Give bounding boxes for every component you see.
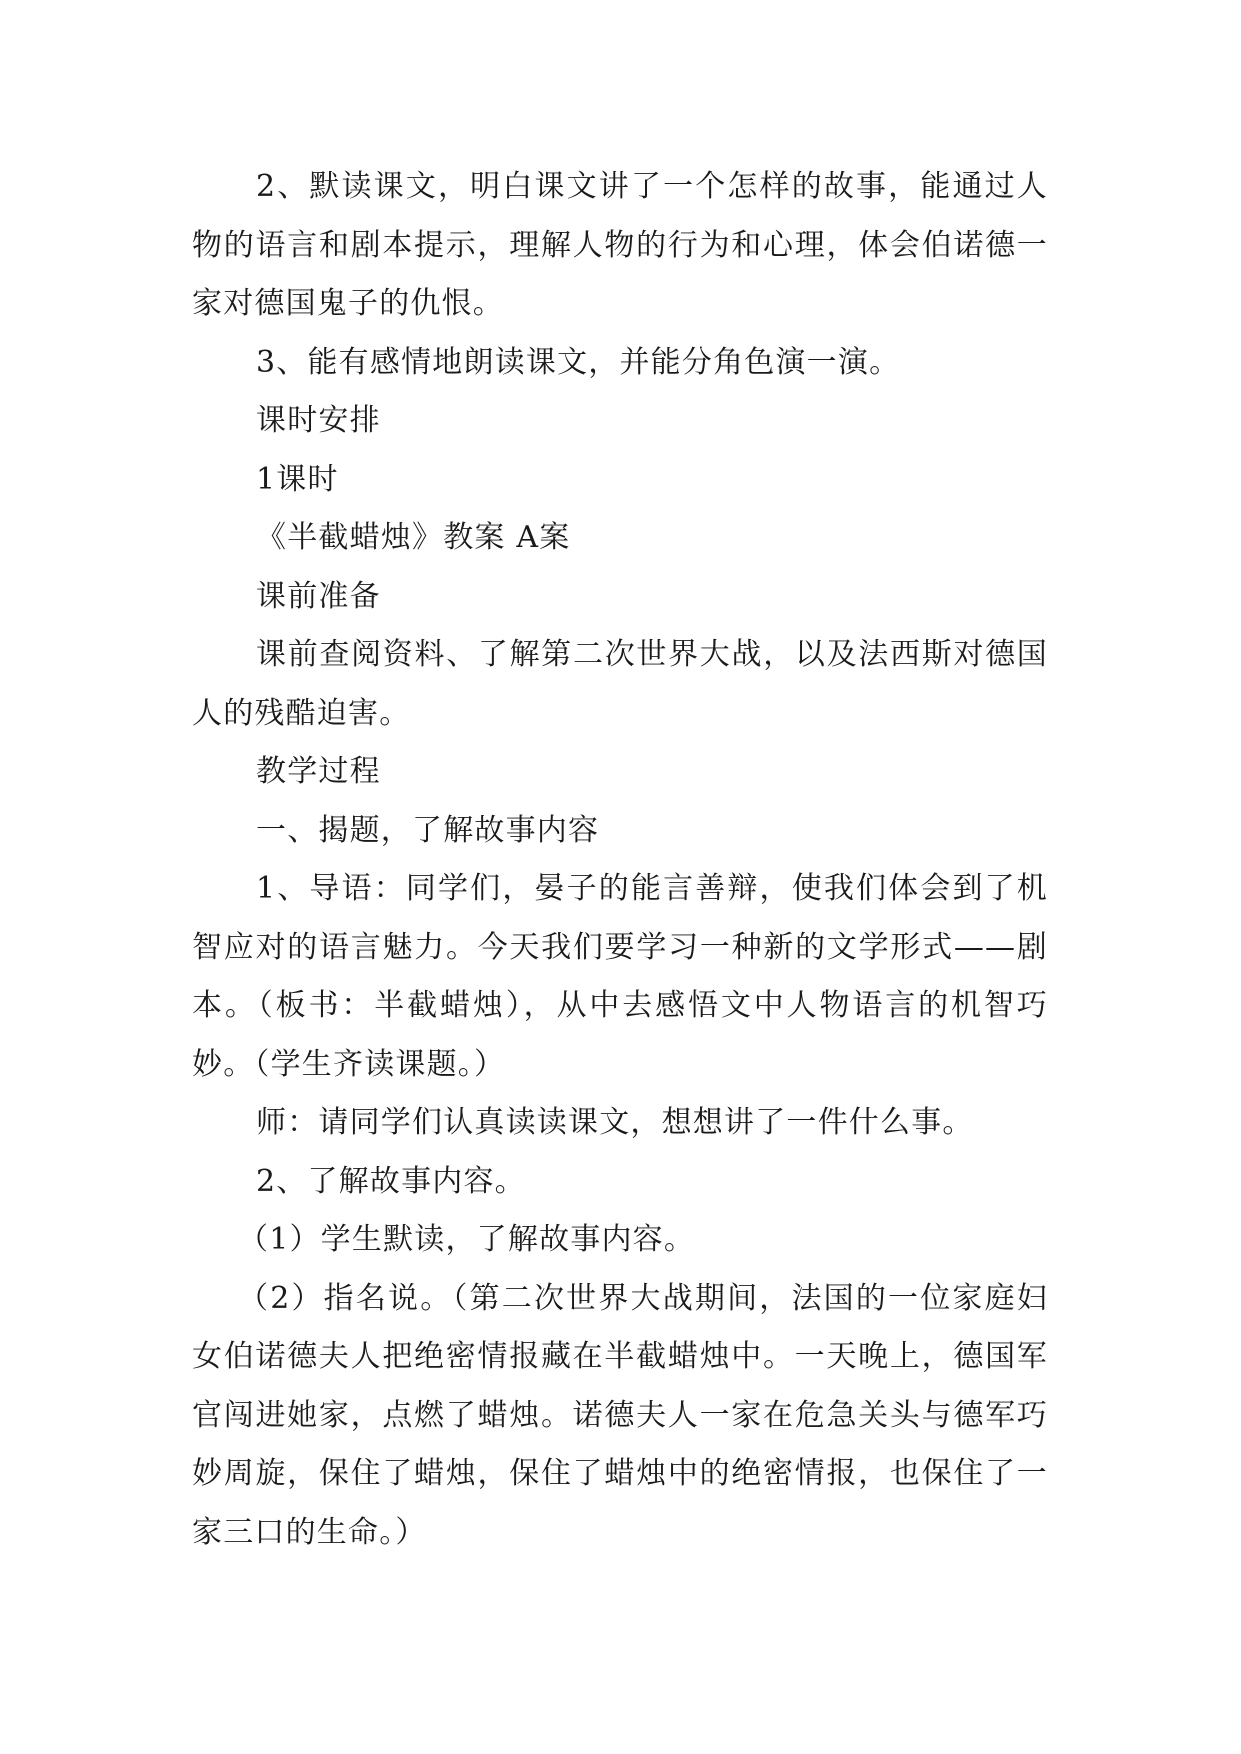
paragraph-teacher-prompt: 师：请同学们认真读读课文，想想讲了一件什么事。 [256,1105,974,1140]
paragraph-intro: 1、导语：同学们，晏子的能言善辩，使我们体会到了机智应对的语言魅力。今天我们要学习一种新的文学形式——剧本。（板书：半截蜡烛），从中去感悟文中人物语言的机智巧妙。（学生齐读课题。） [192,871,1048,1082]
paragraph-preparation: 课前查阅资料、了解第二次世界大战，以及法西斯对德国人的残酷迫害。 [192,637,1048,731]
heading-schedule: 课时安排 [256,403,381,438]
heading-preparation: 课前准备 [256,578,381,614]
paragraph-objective-2: 2、默读课文，明白课文讲了一个怎样的故事，能通过人物的语言和剧本提示，理解人物的行为和心理，体会伯诺德一家对德国鬼子的仇恨。 [192,169,1048,321]
paragraph-substep-1: （1）学生默读，了解故事内容。 [238,1222,696,1257]
paragraph-substep-2: （2）指名说。（第二次世界大战期间，法国的一位家庭妇女伯诺德夫人把绝密情报藏在半截蜡烛中。一天晚上，德国军官闯进她家，点燃了蜡烛。诺德夫人一家在危急关头与德军巧妙周旋，保住了蜡烛，保住了蜡烛中的绝密情报，也保住了一家三口的生命。） [192,1280,1048,1550]
paragraph-schedule-value: 1课时 [256,461,339,497]
paragraph-step-2: 2、了解故事内容。 [256,1163,526,1199]
heading-section-1: 一、揭题，了解故事内容 [256,812,600,848]
heading-teaching-process: 教学过程 [256,754,381,789]
heading-lesson-plan: 《半截蜡烛》教案 A案 [256,520,571,555]
document-body [192,158,1048,1562]
paragraph-objective-3: 3、能有感情地朗读课文，并能分角色演一演。 [256,344,901,380]
